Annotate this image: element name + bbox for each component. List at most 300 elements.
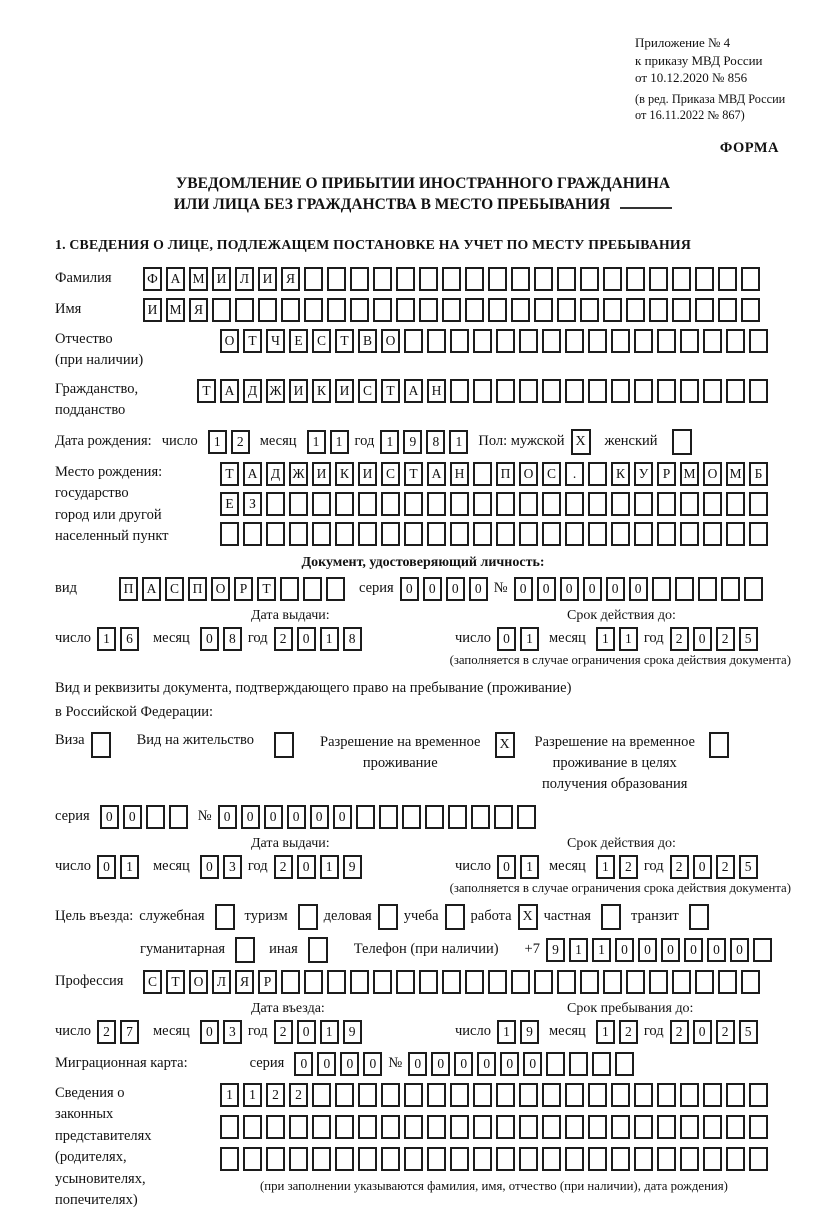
char-cell[interactable]: 0 bbox=[514, 577, 533, 601]
char-cell[interactable] bbox=[626, 267, 645, 291]
purpose-business-checkbox[interactable] bbox=[378, 904, 398, 930]
char-cell[interactable]: 2 bbox=[97, 1020, 116, 1044]
char-cell[interactable]: 0 bbox=[200, 1020, 219, 1044]
char-cell[interactable]: 0 bbox=[693, 1020, 712, 1044]
char-cell[interactable] bbox=[379, 805, 398, 829]
char-cell[interactable] bbox=[534, 267, 553, 291]
char-cell[interactable] bbox=[496, 492, 515, 516]
char-cell[interactable] bbox=[381, 492, 400, 516]
char-cell[interactable] bbox=[312, 1147, 331, 1171]
char-cell[interactable] bbox=[611, 379, 630, 403]
char-cell[interactable] bbox=[588, 1115, 607, 1139]
char-cell[interactable] bbox=[703, 492, 722, 516]
char-cell[interactable]: 6 bbox=[120, 627, 139, 651]
char-cell[interactable]: Л bbox=[212, 970, 231, 994]
char-cell[interactable]: 1 bbox=[120, 855, 139, 879]
char-cell[interactable]: И bbox=[143, 298, 162, 322]
char-cell[interactable] bbox=[634, 522, 653, 546]
char-cell[interactable]: 1 bbox=[243, 1083, 262, 1107]
char-cell[interactable]: И bbox=[335, 379, 354, 403]
char-cell[interactable]: 0 bbox=[333, 805, 352, 829]
char-cell[interactable]: К bbox=[611, 462, 630, 486]
char-cell[interactable]: А bbox=[166, 267, 185, 291]
char-cell[interactable]: 9 bbox=[403, 430, 422, 454]
char-cell[interactable] bbox=[473, 329, 492, 353]
char-cell[interactable]: 8 bbox=[343, 627, 362, 651]
char-cell[interactable] bbox=[672, 970, 691, 994]
char-cell[interactable] bbox=[335, 492, 354, 516]
char-cell[interactable] bbox=[718, 267, 737, 291]
char-cell[interactable]: 5 bbox=[739, 627, 758, 651]
char-cell[interactable]: А bbox=[243, 462, 262, 486]
char-cell[interactable]: Т bbox=[166, 970, 185, 994]
char-cell[interactable]: Н bbox=[427, 379, 446, 403]
purpose-tourism-checkbox[interactable] bbox=[298, 904, 318, 930]
char-cell[interactable]: 0 bbox=[400, 577, 419, 601]
char-cell[interactable]: Ч bbox=[266, 329, 285, 353]
doc-issue-month-cells[interactable] bbox=[200, 627, 242, 651]
char-cell[interactable]: Н bbox=[450, 462, 469, 486]
char-cell[interactable] bbox=[496, 329, 515, 353]
char-cell[interactable] bbox=[652, 577, 671, 601]
temp-permit-checkbox[interactable]: X bbox=[495, 732, 515, 758]
char-cell[interactable] bbox=[243, 522, 262, 546]
char-cell[interactable] bbox=[358, 492, 377, 516]
char-cell[interactable]: 0 bbox=[297, 1020, 316, 1044]
char-cell[interactable] bbox=[588, 379, 607, 403]
char-cell[interactable] bbox=[519, 1083, 538, 1107]
visa-checkbox[interactable] bbox=[91, 732, 111, 758]
char-cell[interactable] bbox=[450, 1147, 469, 1171]
char-cell[interactable]: А bbox=[142, 577, 161, 601]
char-cell[interactable] bbox=[615, 1052, 634, 1076]
char-cell[interactable] bbox=[488, 970, 507, 994]
char-cell[interactable]: 1 bbox=[520, 855, 539, 879]
char-cell[interactable] bbox=[634, 1147, 653, 1171]
char-cell[interactable] bbox=[442, 267, 461, 291]
birth-day-cells[interactable] bbox=[208, 430, 250, 454]
char-cell[interactable] bbox=[726, 522, 745, 546]
char-cell[interactable] bbox=[557, 298, 576, 322]
char-cell[interactable]: 0 bbox=[615, 938, 634, 962]
char-cell[interactable]: 0 bbox=[730, 938, 749, 962]
char-cell[interactable]: 2 bbox=[716, 627, 735, 651]
purpose-other-checkbox[interactable] bbox=[308, 937, 328, 963]
char-cell[interactable] bbox=[517, 805, 536, 829]
char-cell[interactable]: 0 bbox=[523, 1052, 542, 1076]
char-cell[interactable]: О bbox=[703, 462, 722, 486]
char-cell[interactable]: О bbox=[381, 329, 400, 353]
char-cell[interactable] bbox=[404, 1115, 423, 1139]
char-cell[interactable]: 0 bbox=[661, 938, 680, 962]
char-cell[interactable] bbox=[473, 462, 492, 486]
char-cell[interactable] bbox=[680, 379, 699, 403]
char-cell[interactable]: 0 bbox=[469, 577, 488, 601]
char-cell[interactable] bbox=[695, 298, 714, 322]
phone-cells[interactable] bbox=[546, 938, 772, 962]
char-cell[interactable] bbox=[611, 522, 630, 546]
char-cell[interactable] bbox=[511, 298, 530, 322]
char-cell[interactable] bbox=[335, 1115, 354, 1139]
char-cell[interactable]: 0 bbox=[423, 577, 442, 601]
char-cell[interactable] bbox=[473, 1083, 492, 1107]
char-cell[interactable]: 0 bbox=[317, 1052, 336, 1076]
char-cell[interactable] bbox=[703, 1147, 722, 1171]
char-cell[interactable] bbox=[358, 1147, 377, 1171]
char-cell[interactable] bbox=[657, 329, 676, 353]
char-cell[interactable] bbox=[749, 522, 768, 546]
char-cell[interactable]: П bbox=[496, 462, 515, 486]
char-cell[interactable] bbox=[542, 1083, 561, 1107]
entry-day-cells[interactable] bbox=[97, 1020, 139, 1044]
char-cell[interactable] bbox=[519, 522, 538, 546]
char-cell[interactable] bbox=[396, 970, 415, 994]
name-cells[interactable] bbox=[143, 298, 760, 322]
char-cell[interactable]: 9 bbox=[343, 1020, 362, 1044]
char-cell[interactable] bbox=[358, 522, 377, 546]
char-cell[interactable]: М bbox=[166, 298, 185, 322]
char-cell[interactable] bbox=[649, 970, 668, 994]
surname-cells[interactable] bbox=[143, 267, 760, 291]
char-cell[interactable] bbox=[588, 329, 607, 353]
char-cell[interactable]: 7 bbox=[120, 1020, 139, 1044]
char-cell[interactable]: 0 bbox=[500, 1052, 519, 1076]
char-cell[interactable] bbox=[327, 970, 346, 994]
char-cell[interactable]: 1 bbox=[330, 430, 349, 454]
char-cell[interactable] bbox=[465, 970, 484, 994]
char-cell[interactable] bbox=[519, 379, 538, 403]
char-cell[interactable]: С bbox=[358, 379, 377, 403]
char-cell[interactable]: А bbox=[220, 379, 239, 403]
char-cell[interactable] bbox=[657, 522, 676, 546]
char-cell[interactable] bbox=[303, 577, 322, 601]
char-cell[interactable] bbox=[373, 267, 392, 291]
char-cell[interactable]: 0 bbox=[638, 938, 657, 962]
char-cell[interactable]: 0 bbox=[408, 1052, 427, 1076]
doc-series-cells[interactable] bbox=[400, 577, 488, 601]
char-cell[interactable] bbox=[258, 298, 277, 322]
char-cell[interactable]: С bbox=[165, 577, 184, 601]
char-cell[interactable]: 0 bbox=[218, 805, 237, 829]
char-cell[interactable]: 2 bbox=[289, 1083, 308, 1107]
char-cell[interactable] bbox=[496, 1083, 515, 1107]
char-cell[interactable]: 2 bbox=[670, 855, 689, 879]
char-cell[interactable] bbox=[312, 1083, 331, 1107]
char-cell[interactable] bbox=[565, 492, 584, 516]
char-cell[interactable] bbox=[427, 522, 446, 546]
char-cell[interactable] bbox=[396, 267, 415, 291]
char-cell[interactable] bbox=[450, 329, 469, 353]
char-cell[interactable]: Я bbox=[189, 298, 208, 322]
char-cell[interactable]: 1 bbox=[208, 430, 227, 454]
char-cell[interactable] bbox=[603, 267, 622, 291]
char-cell[interactable] bbox=[425, 805, 444, 829]
char-cell[interactable] bbox=[580, 298, 599, 322]
char-cell[interactable] bbox=[611, 1083, 630, 1107]
char-cell[interactable] bbox=[519, 329, 538, 353]
char-cell[interactable]: 0 bbox=[537, 577, 556, 601]
char-cell[interactable] bbox=[749, 329, 768, 353]
char-cell[interactable] bbox=[680, 329, 699, 353]
char-cell[interactable]: Т bbox=[220, 462, 239, 486]
char-cell[interactable] bbox=[634, 329, 653, 353]
char-cell[interactable]: К bbox=[312, 379, 331, 403]
char-cell[interactable] bbox=[611, 1147, 630, 1171]
char-cell[interactable] bbox=[350, 970, 369, 994]
char-cell[interactable] bbox=[243, 1147, 262, 1171]
char-cell[interactable] bbox=[749, 1115, 768, 1139]
doc-valid-month-cells[interactable] bbox=[596, 627, 638, 651]
char-cell[interactable] bbox=[281, 970, 300, 994]
char-cell[interactable]: Б bbox=[749, 462, 768, 486]
char-cell[interactable] bbox=[519, 1115, 538, 1139]
char-cell[interactable] bbox=[569, 1052, 588, 1076]
char-cell[interactable]: М bbox=[726, 462, 745, 486]
char-cell[interactable] bbox=[698, 577, 717, 601]
purpose-humanitarian-checkbox[interactable] bbox=[235, 937, 255, 963]
char-cell[interactable] bbox=[496, 1147, 515, 1171]
char-cell[interactable] bbox=[243, 1115, 262, 1139]
char-cell[interactable] bbox=[542, 1147, 561, 1171]
char-cell[interactable] bbox=[603, 298, 622, 322]
char-cell[interactable] bbox=[450, 522, 469, 546]
char-cell[interactable] bbox=[718, 298, 737, 322]
char-cell[interactable] bbox=[611, 329, 630, 353]
residence-issue-month-cells[interactable] bbox=[200, 855, 242, 879]
char-cell[interactable]: Ж bbox=[266, 379, 285, 403]
char-cell[interactable] bbox=[672, 267, 691, 291]
purpose-official-checkbox[interactable] bbox=[215, 904, 235, 930]
char-cell[interactable] bbox=[381, 1083, 400, 1107]
char-cell[interactable] bbox=[381, 1147, 400, 1171]
char-cell[interactable] bbox=[741, 267, 760, 291]
char-cell[interactable] bbox=[726, 1083, 745, 1107]
char-cell[interactable] bbox=[588, 1147, 607, 1171]
char-cell[interactable] bbox=[634, 1083, 653, 1107]
char-cell[interactable]: 2 bbox=[274, 1020, 293, 1044]
residence-permit-checkbox[interactable] bbox=[274, 732, 294, 758]
residence-valid-day-cells[interactable] bbox=[497, 855, 539, 879]
entry-year-cells[interactable] bbox=[274, 1020, 362, 1044]
char-cell[interactable] bbox=[611, 1115, 630, 1139]
char-cell[interactable] bbox=[442, 970, 461, 994]
char-cell[interactable] bbox=[680, 1147, 699, 1171]
char-cell[interactable]: 1 bbox=[320, 627, 339, 651]
birth-place-cells-row3[interactable] bbox=[220, 522, 768, 546]
char-cell[interactable] bbox=[565, 1083, 584, 1107]
char-cell[interactable] bbox=[753, 938, 772, 962]
char-cell[interactable] bbox=[580, 267, 599, 291]
char-cell[interactable]: 0 bbox=[200, 627, 219, 651]
sex-female-checkbox[interactable] bbox=[672, 429, 692, 455]
char-cell[interactable] bbox=[626, 298, 645, 322]
char-cell[interactable] bbox=[721, 577, 740, 601]
char-cell[interactable] bbox=[212, 298, 231, 322]
char-cell[interactable] bbox=[519, 1147, 538, 1171]
char-cell[interactable] bbox=[419, 970, 438, 994]
char-cell[interactable] bbox=[634, 379, 653, 403]
char-cell[interactable] bbox=[675, 577, 694, 601]
char-cell[interactable]: П bbox=[119, 577, 138, 601]
patronymic-cells[interactable] bbox=[220, 329, 768, 353]
char-cell[interactable]: П bbox=[188, 577, 207, 601]
char-cell[interactable]: О bbox=[211, 577, 230, 601]
char-cell[interactable]: О bbox=[220, 329, 239, 353]
char-cell[interactable] bbox=[220, 522, 239, 546]
char-cell[interactable] bbox=[427, 1115, 446, 1139]
char-cell[interactable]: 2 bbox=[266, 1083, 285, 1107]
migration-series-cells[interactable] bbox=[294, 1052, 382, 1076]
doc-issue-year-cells[interactable] bbox=[274, 627, 362, 651]
purpose-study-checkbox[interactable] bbox=[445, 904, 465, 930]
char-cell[interactable] bbox=[312, 522, 331, 546]
char-cell[interactable]: 0 bbox=[684, 938, 703, 962]
stay-day-cells[interactable] bbox=[497, 1020, 539, 1044]
char-cell[interactable] bbox=[542, 329, 561, 353]
char-cell[interactable] bbox=[427, 1147, 446, 1171]
char-cell[interactable] bbox=[448, 805, 467, 829]
char-cell[interactable]: 5 bbox=[739, 1020, 758, 1044]
char-cell[interactable]: 0 bbox=[606, 577, 625, 601]
char-cell[interactable] bbox=[542, 1115, 561, 1139]
char-cell[interactable] bbox=[741, 970, 760, 994]
char-cell[interactable]: 2 bbox=[716, 855, 735, 879]
char-cell[interactable] bbox=[373, 970, 392, 994]
char-cell[interactable]: 3 bbox=[223, 1020, 242, 1044]
char-cell[interactable] bbox=[718, 970, 737, 994]
char-cell[interactable] bbox=[634, 1115, 653, 1139]
char-cell[interactable] bbox=[749, 492, 768, 516]
migration-number-cells[interactable] bbox=[408, 1052, 634, 1076]
char-cell[interactable] bbox=[494, 805, 513, 829]
char-cell[interactable]: 0 bbox=[264, 805, 283, 829]
char-cell[interactable]: 1 bbox=[97, 627, 116, 651]
char-cell[interactable] bbox=[473, 1115, 492, 1139]
char-cell[interactable]: 0 bbox=[693, 855, 712, 879]
char-cell[interactable]: 2 bbox=[716, 1020, 735, 1044]
char-cell[interactable]: И bbox=[289, 379, 308, 403]
char-cell[interactable] bbox=[427, 492, 446, 516]
char-cell[interactable]: 1 bbox=[619, 627, 638, 651]
char-cell[interactable] bbox=[649, 298, 668, 322]
char-cell[interactable]: 2 bbox=[274, 627, 293, 651]
char-cell[interactable] bbox=[358, 1083, 377, 1107]
char-cell[interactable] bbox=[580, 970, 599, 994]
char-cell[interactable]: 0 bbox=[310, 805, 329, 829]
char-cell[interactable]: 2 bbox=[231, 430, 250, 454]
char-cell[interactable]: С bbox=[381, 462, 400, 486]
char-cell[interactable]: Р bbox=[258, 970, 277, 994]
char-cell[interactable] bbox=[450, 1083, 469, 1107]
char-cell[interactable] bbox=[749, 379, 768, 403]
sex-male-checkbox[interactable]: X bbox=[571, 429, 591, 455]
char-cell[interactable]: 0 bbox=[431, 1052, 450, 1076]
char-cell[interactable]: Т bbox=[243, 329, 262, 353]
char-cell[interactable] bbox=[169, 805, 188, 829]
char-cell[interactable] bbox=[304, 267, 323, 291]
residence-number-cells[interactable] bbox=[218, 805, 536, 829]
char-cell[interactable] bbox=[726, 492, 745, 516]
char-cell[interactable] bbox=[546, 1052, 565, 1076]
char-cell[interactable] bbox=[312, 1115, 331, 1139]
birth-year-cells[interactable] bbox=[380, 430, 468, 454]
char-cell[interactable] bbox=[266, 1115, 285, 1139]
char-cell[interactable] bbox=[542, 379, 561, 403]
char-cell[interactable] bbox=[726, 329, 745, 353]
char-cell[interactable]: 1 bbox=[520, 627, 539, 651]
representatives-cells-row1[interactable] bbox=[220, 1083, 768, 1107]
char-cell[interactable] bbox=[565, 379, 584, 403]
char-cell[interactable]: 1 bbox=[380, 430, 399, 454]
char-cell[interactable] bbox=[404, 1147, 423, 1171]
char-cell[interactable]: 0 bbox=[497, 855, 516, 879]
char-cell[interactable]: 0 bbox=[446, 577, 465, 601]
citizenship-cells[interactable] bbox=[197, 379, 768, 403]
char-cell[interactable]: С bbox=[312, 329, 331, 353]
char-cell[interactable]: 9 bbox=[343, 855, 362, 879]
char-cell[interactable]: 1 bbox=[320, 855, 339, 879]
char-cell[interactable] bbox=[726, 1115, 745, 1139]
profession-cells[interactable] bbox=[143, 970, 760, 994]
char-cell[interactable]: 8 bbox=[426, 430, 445, 454]
residence-series-cells[interactable] bbox=[100, 805, 188, 829]
char-cell[interactable] bbox=[519, 492, 538, 516]
char-cell[interactable]: Р bbox=[234, 577, 253, 601]
char-cell[interactable] bbox=[427, 329, 446, 353]
char-cell[interactable] bbox=[565, 329, 584, 353]
char-cell[interactable]: У bbox=[634, 462, 653, 486]
char-cell[interactable] bbox=[726, 379, 745, 403]
stay-month-cells[interactable] bbox=[596, 1020, 638, 1044]
char-cell[interactable] bbox=[680, 1115, 699, 1139]
char-cell[interactable]: 8 bbox=[223, 627, 242, 651]
char-cell[interactable] bbox=[565, 1147, 584, 1171]
char-cell[interactable]: А bbox=[404, 379, 423, 403]
char-cell[interactable] bbox=[542, 492, 561, 516]
char-cell[interactable] bbox=[404, 1083, 423, 1107]
stay-year-cells[interactable] bbox=[670, 1020, 758, 1044]
char-cell[interactable] bbox=[266, 522, 285, 546]
char-cell[interactable]: 1 bbox=[449, 430, 468, 454]
char-cell[interactable] bbox=[356, 805, 375, 829]
char-cell[interactable] bbox=[588, 462, 607, 486]
char-cell[interactable]: И bbox=[258, 267, 277, 291]
char-cell[interactable] bbox=[327, 298, 346, 322]
char-cell[interactable]: 1 bbox=[596, 627, 615, 651]
char-cell[interactable] bbox=[744, 577, 763, 601]
char-cell[interactable]: Т bbox=[197, 379, 216, 403]
residence-valid-year-cells[interactable] bbox=[670, 855, 758, 879]
char-cell[interactable]: 0 bbox=[629, 577, 648, 601]
char-cell[interactable] bbox=[542, 522, 561, 546]
char-cell[interactable]: 2 bbox=[274, 855, 293, 879]
char-cell[interactable] bbox=[703, 1115, 722, 1139]
edu-permit-checkbox[interactable] bbox=[709, 732, 729, 758]
char-cell[interactable] bbox=[465, 267, 484, 291]
char-cell[interactable] bbox=[749, 1083, 768, 1107]
char-cell[interactable]: 0 bbox=[123, 805, 142, 829]
char-cell[interactable] bbox=[534, 970, 553, 994]
char-cell[interactable]: 0 bbox=[340, 1052, 359, 1076]
char-cell[interactable] bbox=[450, 492, 469, 516]
char-cell[interactable]: 9 bbox=[520, 1020, 539, 1044]
char-cell[interactable] bbox=[404, 492, 423, 516]
char-cell[interactable]: 0 bbox=[97, 855, 116, 879]
char-cell[interactable] bbox=[749, 1147, 768, 1171]
char-cell[interactable] bbox=[657, 379, 676, 403]
char-cell[interactable] bbox=[473, 492, 492, 516]
char-cell[interactable] bbox=[427, 1083, 446, 1107]
